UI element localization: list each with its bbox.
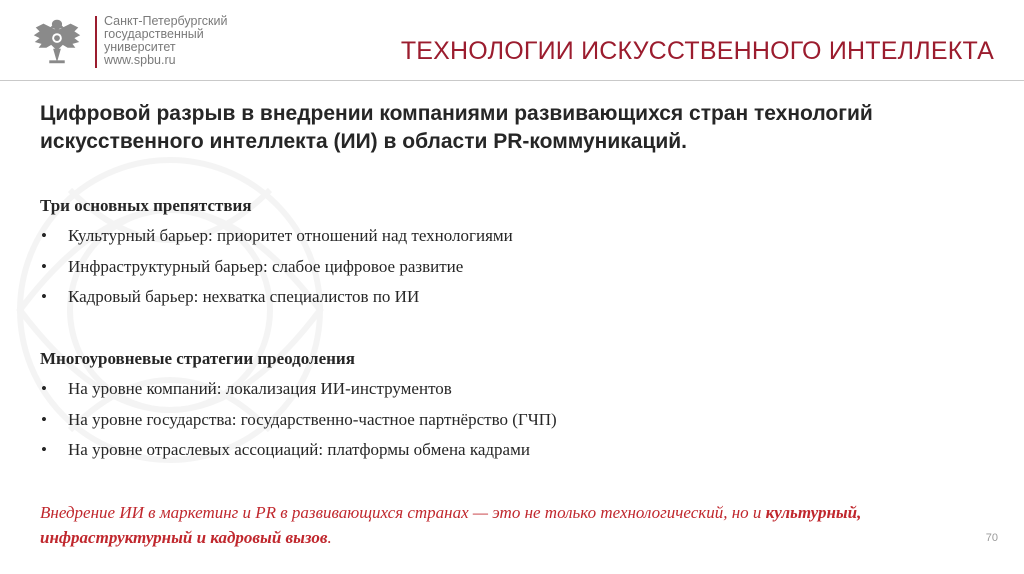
strategies-section [40,348,557,466]
list-item-text: На уровне государства: государственно-частное партнёрство (ГЧП) [68,409,557,429]
bullet-icon: • [41,440,47,459]
list-item-text: На уровне компаний: локализация ИИ-инструментов [68,379,452,398]
obstacles-title: Три основных препятствия [40,196,252,215]
slide-header-title: ТЕХНОЛОГИИ ИСКУССТВЕННОГО ИНТЕЛЛЕКТА [400,37,994,65]
list-item [40,374,557,405]
page-number: 70 [985,532,998,544]
list-item [40,282,513,313]
conclusion-text: Внедрение ИИ в маркетинг и PR в развивающихся странах — это не только технологический, но и [40,503,766,522]
slide-header [0,0,1024,80]
list-item [40,405,557,436]
list-item [40,435,557,466]
bullet-icon: • [41,409,47,429]
bullet-icon: • [41,379,47,398]
obstacles-section [40,195,513,313]
university-name-line-2: государственный [104,27,204,41]
logo-divider [95,16,97,68]
conclusion-emphasis: культурный, инфраструктурный и кадровый вызов [40,503,862,547]
slide-heading: Цифровой разрыв в внедрении компаниями развивающихся стран технологий искусственного интеллекта (ИИ) в области PR-коммуникаций. [40,102,873,153]
university-name-line-1: Санкт-Петербургский [104,14,228,28]
university-website-link[interactable]: www.spbu.ru [104,53,176,67]
obstacles-list [40,221,513,313]
list-item-text: Культурный барьер: приоритет отношений над технологиями [68,226,513,245]
bullet-icon: • [41,226,47,245]
slide-heading-block [40,100,990,156]
list-item-text: Кадровый барьер: нехватка специалистов по ИИ [68,287,420,306]
list-item-text: На уровне отраслевых ассоциаций: платформы обмена кадрами [68,440,530,459]
university-name [104,15,227,67]
bullet-icon: • [41,256,47,276]
strategies-list [40,374,557,466]
bullet-icon: • [41,287,47,306]
conclusion-end: . [327,528,332,547]
header-divider [0,80,1024,81]
list-item-text: Инфраструктурный барьер: слабое цифровое развитие [68,256,464,276]
list-item [40,221,513,252]
list-item [40,252,513,283]
strategies-title: Многоуровневые стратегии преодоления [40,349,355,368]
university-name-line-3: университет [104,40,176,54]
conclusion-note [40,500,980,550]
eagle-emblem-icon [28,12,86,70]
